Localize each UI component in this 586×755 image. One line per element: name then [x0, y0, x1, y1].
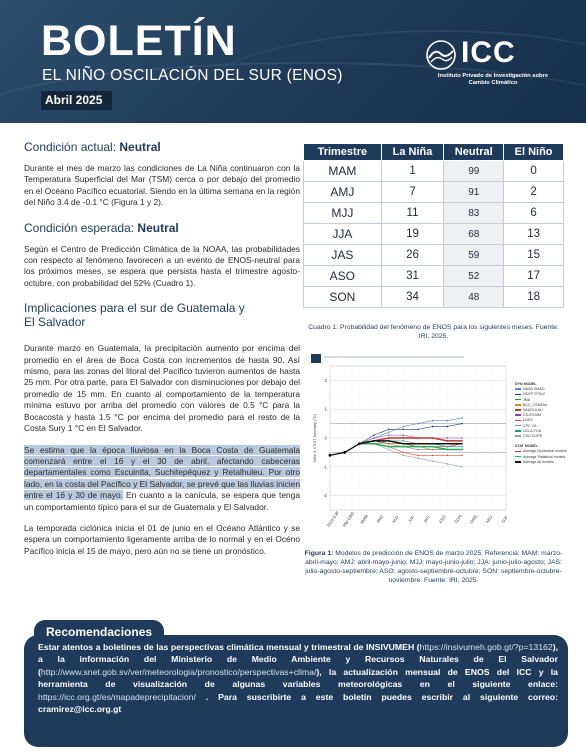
table-row — [304, 266, 564, 287]
table-header: Trimestre — [304, 144, 382, 161]
logo-subtitle: Instituto Privado de Investigación sobre Cambio Climático — [437, 73, 549, 86]
table-cell: JAS — [304, 245, 382, 266]
logo-text: ICC — [461, 36, 516, 69]
series-point — [447, 420, 449, 422]
series-point — [388, 449, 390, 451]
legend-group-title: DYN MODEL — [515, 382, 537, 386]
current-condition-heading: Condición actual: Neutral — [24, 140, 161, 154]
series-point — [388, 440, 390, 442]
table-cell: 59 — [444, 245, 504, 266]
series-point — [461, 440, 463, 442]
legend-item: CSU CLIPR — [515, 434, 557, 439]
x-tick-label: MAM — [359, 513, 369, 525]
figure-caption: Figura 1: Modelos de predicción de ENOS de marzo 2025. Referencia: MAM: marzo-abril-mayo; AMJ: abril-mayo-junio; MJJ: mayo-junio-julio; JJA: junio-julio-agosto; JAS: julio-agosto-septiembre; ASO: agosto-septiembre-octubre; SON: septiembre-octubre-noviembre. Fuente: IRI, 2025. — [304, 550, 563, 584]
legend-swatch — [515, 456, 521, 458]
table-cell: 18 — [504, 287, 564, 308]
series-point — [373, 443, 375, 445]
series-point — [417, 446, 419, 448]
series-point — [447, 449, 449, 451]
left-column — [24, 140, 300, 557]
x-tick-label: Mar OBS — [341, 510, 356, 528]
table-cell: 83 — [444, 203, 504, 224]
legend-item: CS-IRI-MM — [515, 413, 557, 418]
table-cell: 11 — [381, 203, 444, 224]
series-point — [388, 429, 390, 431]
series-point — [417, 454, 419, 456]
series-point — [461, 417, 463, 419]
x-tick-label: ASO — [437, 514, 447, 525]
implications-paragraph-2: Se estima que la época lluviosa en la Boca Costa de Guatemala comenzará entre el 16 y el 30 de abril, afectando cabeceras departamentales como Escuintla, Suchitepéquez y Retalhuleu. Por otro lado, en la costa del Pacífico y El Salvador, se prevé que las lluvias inicien entre el 16 y 30 de mayo. En cuanto a la canícula, se espera que tenga un comportamiento típico para el sur de Guatemala y El Salvador. — [24, 444, 300, 512]
table-row — [304, 182, 564, 203]
y-tick-label: -2 — [322, 493, 327, 499]
icc-logo — [418, 34, 563, 94]
series-point — [432, 454, 434, 456]
legend-group — [515, 382, 557, 439]
series-point — [417, 457, 419, 459]
series-point — [417, 423, 419, 425]
y-tick-label: 2 — [324, 377, 327, 383]
header-banner — [0, 0, 586, 123]
table-cell: 19 — [381, 224, 444, 245]
table-cell: 34 — [381, 287, 444, 308]
series-point — [403, 426, 405, 428]
series-point — [447, 454, 449, 456]
series-point — [417, 449, 419, 451]
legend-swatch — [515, 435, 521, 437]
table-cell: 91 — [444, 182, 504, 203]
series-point — [432, 426, 434, 428]
table-header-row — [304, 144, 564, 161]
legend-swatch — [515, 461, 521, 463]
table-cell: 6 — [504, 203, 564, 224]
contact-email-link[interactable]: cramirez@icc.org.gt — [38, 704, 122, 715]
y-tick-label: 1 — [324, 406, 327, 412]
y-axis-label: Niño 3.4 SST Anomaly (°C) — [312, 413, 317, 463]
date-badge: Abril 2025 — [41, 91, 112, 110]
series-point — [403, 454, 405, 456]
legend-item: JMA — [515, 398, 557, 403]
table-cell: 13 — [504, 224, 564, 245]
table-cell: 31 — [381, 266, 444, 287]
table-cell: 26 — [381, 245, 444, 266]
series-point — [388, 434, 390, 436]
table-row — [304, 224, 564, 245]
y-tick-label: -1 — [322, 464, 327, 470]
table-cell: ASO — [304, 266, 382, 287]
series-point — [432, 437, 434, 439]
series-point — [432, 420, 434, 422]
legend-item: UCLA-TCD — [515, 429, 557, 434]
bulletin-title: BOLETÍN — [41, 17, 237, 65]
table-caption: Cuadro 1: Probabilidad del fenómeno de ENOS para los siguientes meses. Fuente: IRI, 2025. — [308, 324, 559, 340]
expected-condition-text: Según el Centro de Predicción Climática de la NOAA, las probabilidades con respecto al fenómeno favorecen a un evento de ENOS-neutral para los próximos meses, se espera que persista hasta el trimestre agosto-octubre, con probabilidad del 52% (Cuadro 1). — [24, 243, 300, 288]
implications-heading: Implicaciones para el sur de Guatemala y El Salvador — [24, 301, 245, 330]
observed-point — [329, 454, 332, 457]
legend-swatch — [515, 388, 521, 390]
recommendations-title: Recomendaciones — [34, 620, 164, 642]
legend-item: Average Dynamical models — [515, 449, 557, 454]
series-point — [432, 460, 434, 462]
table-row — [304, 203, 564, 224]
series-point — [447, 426, 449, 428]
table-header: Neutral — [444, 144, 504, 161]
legend-swatch — [515, 451, 521, 453]
x-tick-label: OND — [468, 513, 479, 525]
enso-model-chart — [308, 352, 567, 542]
table-cell: MAM — [304, 161, 382, 182]
icc-map-link[interactable]: https://icc.org.gt/es/mapadeprecipitacion/ — [38, 691, 196, 702]
legend-swatch — [515, 414, 521, 416]
legend-item: Average Statistical models — [515, 455, 557, 460]
expected-condition-heading: Condición esperada: Neutral — [24, 220, 179, 235]
series-point — [432, 443, 434, 445]
legend-swatch — [515, 404, 521, 406]
x-tick-label: JJA — [406, 514, 416, 524]
series-point — [447, 446, 449, 448]
enso-probability-table — [303, 143, 564, 308]
series-point — [447, 440, 449, 442]
table-cell: 15 — [504, 245, 564, 266]
table-cell: 7 — [381, 182, 444, 203]
x-tick-label: 2024 DJF — [325, 510, 341, 529]
table-cell: 0 — [504, 161, 564, 182]
rainy-season-highlight: Se estima que la época lluviosa en la Boca Costa de Guatemala comenzará entre el 16 y el 30 de abril, afectando cabeceras departamentales como Escuintla, Suchitepéquez y Retalhuleu. Por otro lado, en la costa del Pacífico y El Salvador, se prevé que las lluvias inicien entre el 16 y 30 de mayo. — [24, 444, 300, 501]
table-cell: 2 — [504, 182, 564, 203]
legend-item: BCC_CSM11m — [515, 403, 557, 408]
legend-item: SAUDI-KAU — [515, 408, 557, 413]
table-row — [304, 161, 564, 182]
table-cell: 1 — [381, 161, 444, 182]
series-point — [447, 463, 449, 465]
series-point — [417, 443, 419, 445]
x-tick-label: JAS — [422, 514, 431, 524]
current-condition-text: Durante el mes de marzo las condiciones de La Niña continuaron con la Temperatura Superficial del Mar (TSM) cerca o por debajo del promedio en el Océano Pacífico ecuatorial. Siendo en la última semana en la región del Niño 3.4 de -0.1 °C (Figura 1 y 2). — [24, 163, 300, 208]
table-cell: 52 — [444, 266, 504, 287]
legend-group-title: STAT MODEL — [515, 444, 538, 449]
series-point — [373, 437, 375, 439]
x-tick-label: MJJ — [391, 514, 400, 524]
legend-swatch — [515, 394, 521, 396]
table-cell: MJJ — [304, 203, 382, 224]
series-point — [373, 440, 375, 442]
snet-link[interactable]: http://www.snet.gob.sv/ver/meteorologia/pronostico/perspectivas+clima/ — [40, 666, 317, 677]
legend-swatch — [515, 430, 521, 432]
table-row — [304, 287, 564, 308]
table-header: El Niño — [504, 144, 564, 161]
series-point — [432, 449, 434, 451]
legend-swatch — [515, 399, 521, 401]
x-tick-label: NDJ — [484, 514, 494, 524]
chart-legend — [515, 382, 567, 470]
series-point — [417, 429, 419, 431]
table-cell: 68 — [444, 224, 504, 245]
series-point — [403, 434, 405, 436]
y-tick-label: 0 — [324, 435, 327, 441]
series-point — [403, 446, 405, 448]
observed-point — [343, 451, 346, 454]
series-point — [388, 431, 390, 433]
series-point — [403, 452, 405, 454]
series-point — [461, 454, 463, 456]
series-point — [388, 446, 390, 448]
table-header: La Niña — [381, 144, 444, 161]
table-cell: 48 — [444, 287, 504, 308]
series-point — [373, 434, 375, 436]
series-point — [388, 437, 390, 439]
series-point — [403, 440, 405, 442]
table-row — [304, 245, 564, 266]
recommendations-text: Estar atentos a boletines de las perspectivas climática mensual y trimestral de INSIVUMEH (https://insivumeh.gob.gt/?p=13162), a la información del Ministerio de Medio Ambiente y Recursos Naturales de El Salvador (http://www.snet.gob.sv/ver/meteorologia/pronostico/perspectivas+clima/), la actualización mensual de ENOS del ICC y la herramienta de visualización de algunas variables meteorológicas en el siguiente enlace: https://icc.org.gt/es/mapadeprecipitacion/ . Para suscribirte a este boletín puedes escribir al siguiente correo: cramirez@icc.org.gt — [38, 642, 558, 715]
series-point — [447, 443, 449, 445]
legend-item: NCEP CFSv2 — [515, 392, 557, 397]
implications-paragraph-3: La temporada ciclónica inicia el 01 de junio en el Océano Atlántico y se espera un comportamiento ligeramente arriba de lo normal y en el Océno Pacífico inicia el 15 de mayo, pero aún no se tiene un pronóstico. — [24, 522, 300, 556]
implications-paragraph-1: Durante marzo en Guatemala, la precipitación aumento por encima del promedio en el área de Boca Costa con incrementos de hasta 90. Así mismo, para las zonas del litoral del Pacifico tuvieron aumentos de hasta 25 mm. Por otra parte, para El Salvador con disminuciones por debajo del promedio de 15 mm. En cuanto al comportamiento de la temperatura mínima estuvo por arriba del promedio con valores de 0.5 °C para la Bocacosta y hasta 1.5 °C por encima del promedio para el resto de la Costa Sury 1 °C en El Salvador. — [24, 343, 300, 434]
legend-item: Average All models — [515, 460, 557, 465]
x-tick-label: SON — [453, 513, 463, 525]
series-point — [461, 437, 463, 439]
series-point — [461, 449, 463, 451]
legend-item: NASA GMAO — [515, 387, 557, 392]
series-point — [461, 466, 463, 468]
legend-swatch — [515, 420, 521, 422]
insivumeh-link[interactable]: https://insivumeh.gob.gt/?p=13162 — [419, 642, 553, 652]
legend-group — [515, 444, 567, 465]
series-point — [447, 437, 449, 439]
series-point — [403, 437, 405, 439]
bulletin-subtitle: EL NIÑO OSCILACIÓN DEL SUR (ENOS) — [42, 67, 343, 84]
legend-swatch — [515, 409, 521, 411]
series-point — [432, 446, 434, 448]
series-point — [461, 446, 463, 448]
table-cell: 17 — [504, 266, 564, 287]
series-point — [403, 429, 405, 431]
series-point — [461, 423, 463, 425]
legend-swatch — [515, 425, 521, 427]
table-cell: SON — [304, 287, 382, 308]
series-point — [461, 443, 463, 445]
legend-item: LDEO — [515, 418, 557, 423]
table-cell: JJA — [304, 224, 382, 245]
legend-item: CPC CA — [515, 424, 557, 429]
table-cell: 99 — [444, 161, 504, 182]
x-tick-label: AMJ — [375, 514, 385, 525]
table-cell: AMJ — [304, 182, 382, 203]
series-point — [417, 437, 419, 439]
series-point — [403, 443, 405, 445]
series-point — [388, 443, 390, 445]
x-tick-label: DJF — [500, 514, 510, 524]
ocean-wave-icon — [424, 40, 458, 70]
